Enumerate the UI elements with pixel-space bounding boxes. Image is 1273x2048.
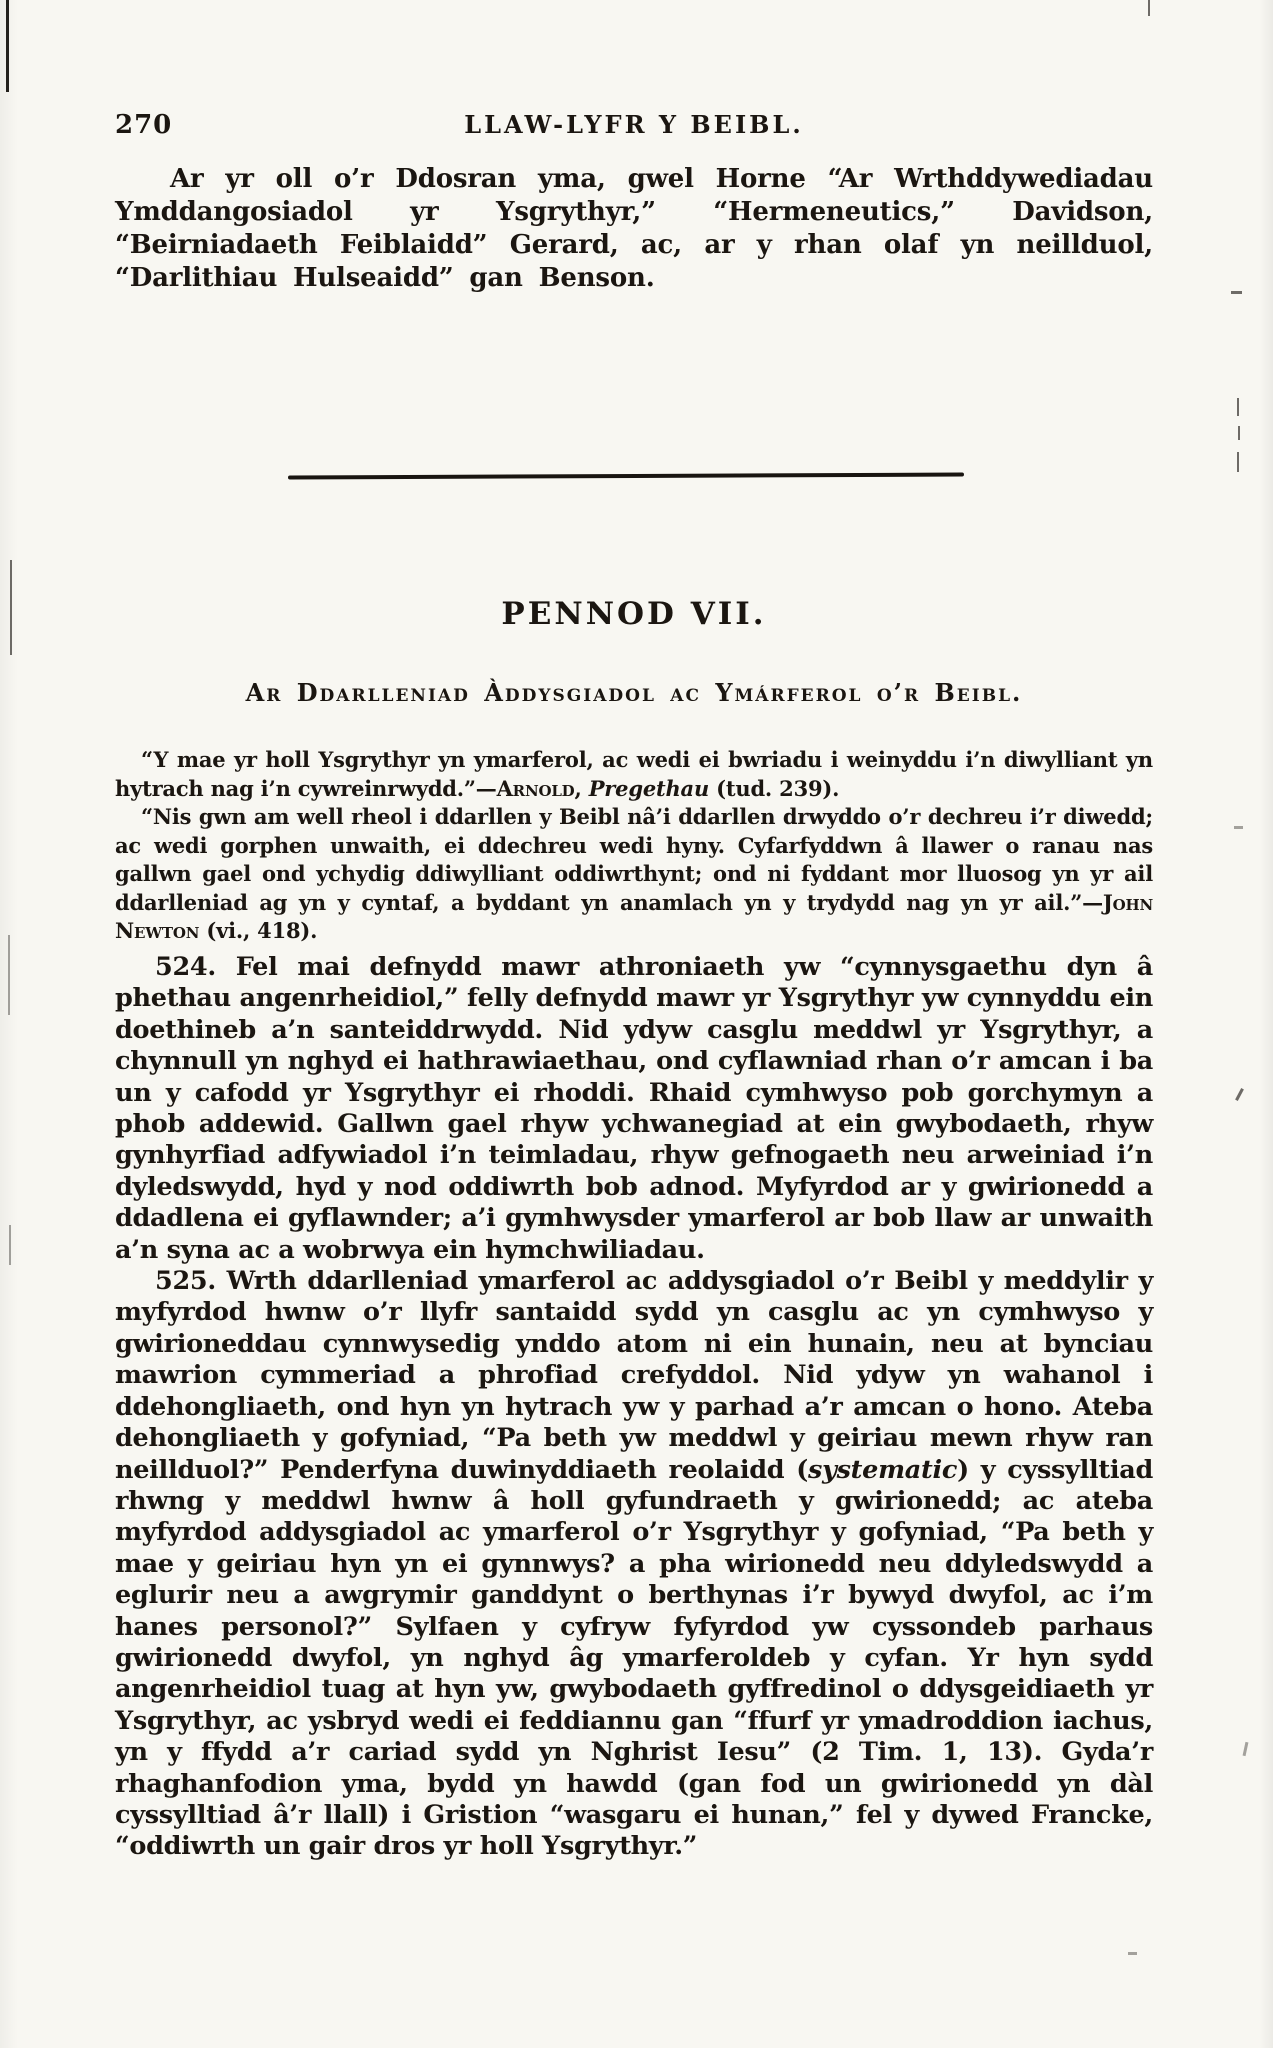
epigraph-work-title: Pregethau	[581, 775, 710, 801]
scan-mark	[1148, 0, 1150, 16]
epigraph-author: Arnold,	[496, 775, 582, 801]
epigraph-text: “Nis gwn am well rheol i ddarllen y Beibl nâ’i ddarllen drwyddo o’r dechreu i’r diwedd; ac wedi gorphen unwaith, ei ddechreu wedi hyny. Cyfarfyddwn â llawer o ranau nas gallwn gael ond ychydig ddiwylliant oddiwrthynt; ond ni fyddant mor lluosog yn yr ail ddarlleniad ag yn y cyntaf, a byddant yn anamlach yn y trydydd nag yn yr ail.”—	[115, 804, 1153, 915]
chapter-subtitle: Ar Ddarlleniad Àddysgiadol ac Ymárferol o’r Beibl.	[245, 678, 1023, 707]
scan-mark	[6, 0, 9, 92]
scan-mark	[1128, 1952, 1137, 1955]
scan-mark	[1243, 1742, 1249, 1756]
paragraph-524: 524. Fel mai defnydd mawr athroniaeth yw “cynnysgaethu dyn â phethau angenrheidiol,” felly defnydd mawr yr Ysgrythyr yw cynnyddu ein doethineb a’n santeiddrwydd. Nid ydyw casglu meddwl yr Ysgrythyr, a chynnull yn nghyd ei hathrawiaethau, ond cyflawniad rhan o’r amcan i ba un y cafodd yr Ysgrythyr ei rhoddi. Rhaid cymhwyso pob gorchymyn a phob addewid. Gallwn gael rhyw ychwanegiad at ein gwybodaeth, rhyw gynhyrfiad adfywiadol i’n teimladau, rhyw gefnogaeth neu arweiniad i’n dyledswydd, hyd y nod oddiwrth bob adnod. Myfyrdod ar y gwirionedd a ddadlena ei gyflawnder; a’i gymhwysder ymarferol ar bob llaw ar unwaith a’n syna ac a wobrwya ein hymchwiliadau.	[115, 952, 1153, 1265]
scan-mark	[10, 560, 12, 655]
epigraph-text: “Y mae yr holl Ysgrythyr yn ymarferol, ac wedi ei bwriadu i weinyddu i’n diwylliant yn hytrach nag i’n cywreinrwydd.”—	[115, 747, 1153, 801]
scan-mark	[1235, 1088, 1244, 1101]
scan-mark	[1237, 452, 1239, 472]
intro-note-paragraph: Ar yr oll o’r Ddosran yma, gwel Horne “Ar Wrthddywediadau Ymddangosiadol yr Ysgrythyr,” “Hermeneutics,” Davidson, “Beirniadaeth Feiblaidd” Gerard, ac, ar y rhan olaf yn neillduol, “Darlithiau Hulseaidd” gan Benson.	[115, 164, 1153, 293]
scan-mark	[1231, 291, 1242, 294]
epigraph-arnold	[115, 746, 1153, 803]
epigraph-author: John Newton	[115, 889, 1153, 943]
scan-mark	[1237, 398, 1239, 416]
paragraph-525-text: 525. Wrth ddarlleniad ymarferol ac addysgiadol o’r Beibl y meddylir y myfyrdod hwnw o’r llyfr santaidd sydd yn casglu ac yn cymhwyso y gwirioneddau cynnwysedig ynddo atom ni ein hunain, neu at bynciau mawrion cymmeriad a phrofiad crefyddol. Nid ydyw yn wahanol i ddehongliaeth, ond hyn yn hytrach yw y parhad a’r amcan o hono. Ateba dehongliaeth y gofyniad, “Pa beth yw meddwl y geiriau mewn rhyw ran neillduol?” Penderfyna duwinyddiaeth reolaidd (	[115, 1266, 1153, 1485]
intro-note	[115, 163, 1153, 295]
section-divider-rule	[288, 473, 964, 480]
running-title: LLAW-LYFR Y BEIBL.	[464, 110, 804, 139]
page-number: 270	[115, 110, 173, 140]
page-header	[115, 110, 1153, 140]
epigraph-reference: (vi., 418).	[199, 918, 318, 943]
scan-mark	[1234, 826, 1243, 829]
italic-term-systematic: systematic	[808, 1454, 958, 1485]
scan-mark	[9, 1225, 11, 1265]
chapter-title: PENNOD VII.	[501, 596, 767, 632]
epigraph-newton	[115, 803, 1153, 946]
epigraph-reference: (tud. 239).	[709, 775, 840, 801]
body-text	[115, 952, 1153, 1863]
paragraph-525	[115, 1266, 1153, 1863]
scan-mark	[8, 935, 10, 1015]
scan-mark	[1238, 426, 1240, 440]
epigraph-block	[115, 746, 1153, 946]
paragraph-525-text: ) y cyssylltiad rhwng y meddwl hwnw â holl gyfundraeth y gwirionedd; ac ateba myfyrdod addysgiadol ac ymarferol o’r Ysgrythyr y gofyniad, “Pa beth y mae y geiriau hyn yn ei gynnwys? a pha wirionedd neu ddyledswydd a eglurir neu a awgrymir ganddynt o berthynas i’r bywyd dwyfol, ac i’m hanes personol?” Sylfaen y cyfryw fyfyrdod yw cyssondeb parhaus gwirionedd dwyfol, yn nghyd âg ymarferoldeb y cyfan. Yr hyn sydd angenrheidiol tuag at hyn yw, gwybodaeth gyffredinol o ddysgeidiaeth yr Ysgrythyr, ac ysbryd wedi ei feddiannu gan “ffurf yr ymadroddion iachus, yn y ffydd a’r cariad sydd yn Nghrist Iesu” (2 Tim. 1, 13). Gyda’r rhaghanfodion yma, bydd yn hawdd (gan fod un gwirionedd yn dàl cyssylltiad â’r llall) i Gristion “wasgaru ei hunan,” fel y dywed Francke, “oddiwrth un gair dros yr holl Ysgrythyr.”	[115, 1454, 1153, 1862]
